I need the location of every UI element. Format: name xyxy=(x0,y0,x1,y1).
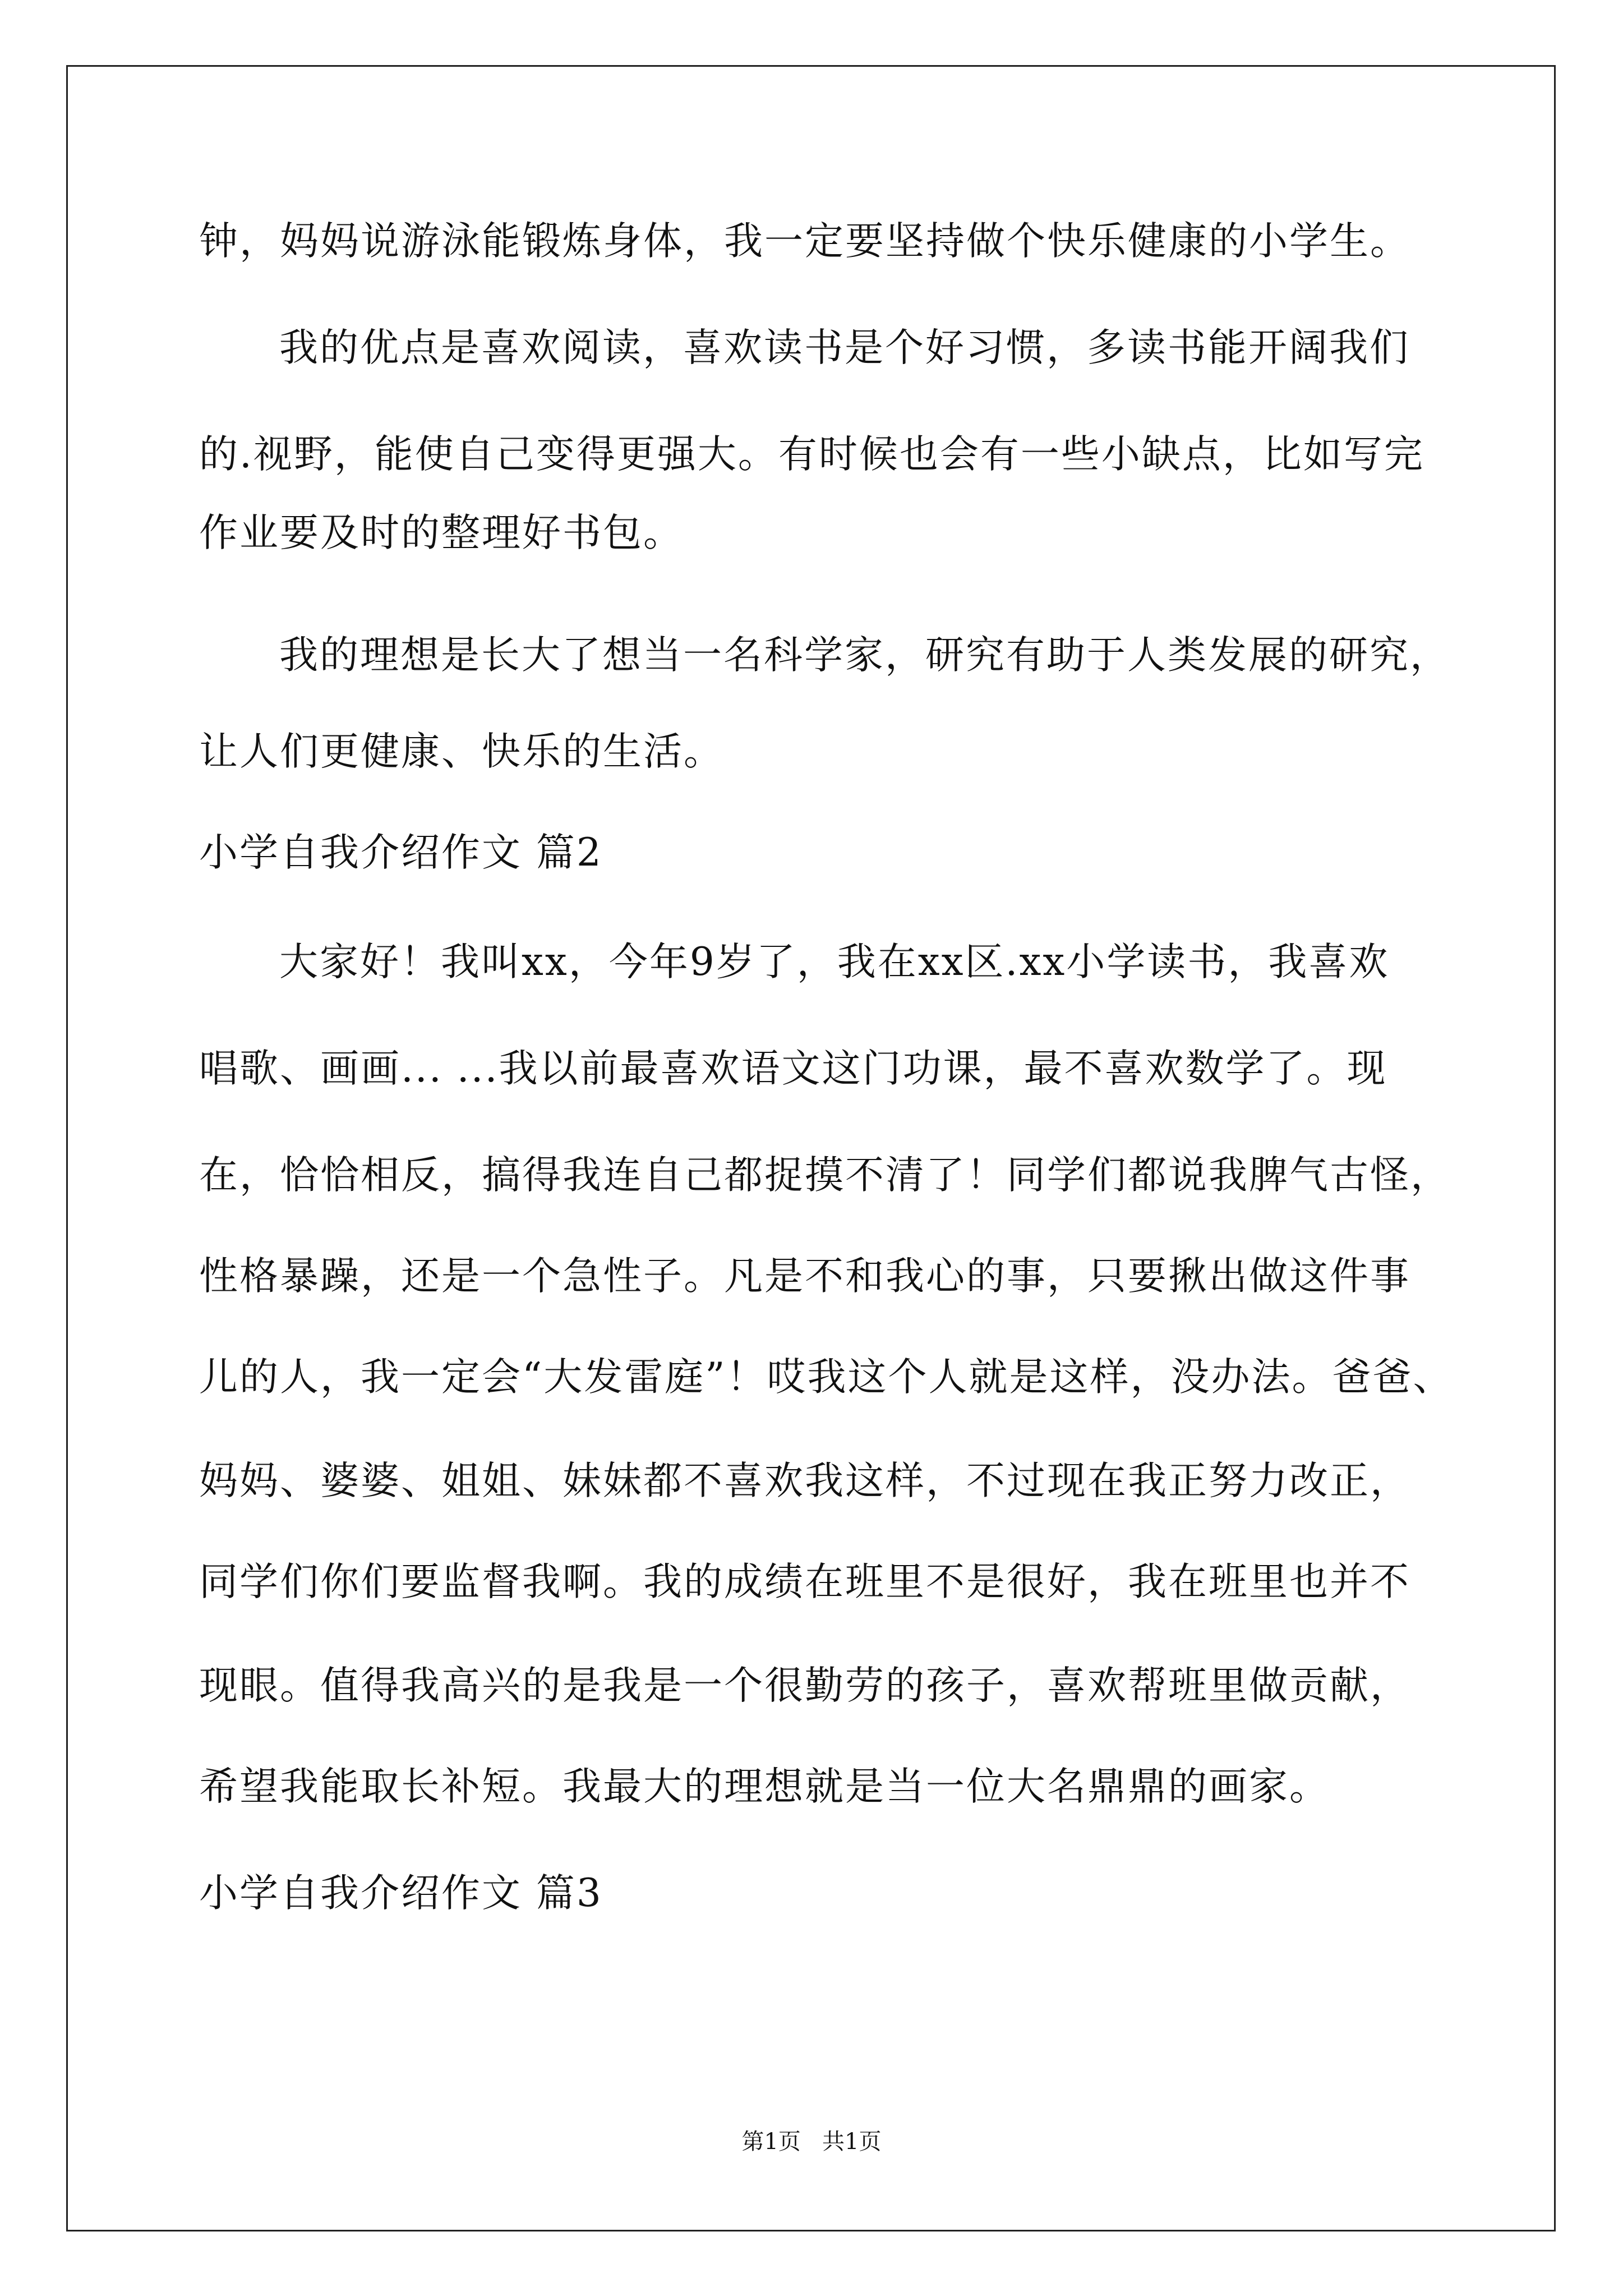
paragraph-line: 妈妈、婆婆、姐姐、妹妹都不喜欢我这样，不过现在我正努力改正， xyxy=(199,1458,1410,1503)
section-heading: 小学自我介绍作文 篇3 xyxy=(199,1871,603,1916)
paragraph-line: 的.视野，能使自己变得更强大。有时候也会有一些小缺点，比如写完 xyxy=(199,432,1424,477)
paragraph-line: 同学们你们要监督我啊。我的成绩在班里不是很好，我在班里也并不 xyxy=(199,1559,1410,1604)
paragraph-line: 希望我能取长补短。我最大的理想就是当一位大名鼎鼎的画家。 xyxy=(199,1764,1330,1809)
paragraph-line: 作业要及时的整理好书包。 xyxy=(199,510,684,555)
paragraph-line: 让人们更健康、快乐的生活。 xyxy=(199,729,724,774)
paragraph-line: 唱歌、画画... ...我以前最喜欢语文这门功课，最不喜欢数学了。现 xyxy=(199,1046,1387,1091)
paragraph-line: 我的优点是喜欢阅读，喜欢读书是个好习惯，多读书能开阔我们 xyxy=(279,325,1410,370)
paragraph-line: 性格暴躁，还是一个急性子。凡是不和我心的事，只要揪出做这件事 xyxy=(199,1254,1410,1299)
paragraph-line: 在，恰恰相反，搞得我连自己都捉摸不清了！同学们都说我脾气古怪， xyxy=(199,1153,1451,1198)
paragraph-line: 儿的人，我一定会“大发雷庭”！哎我这个人就是这样，没办法。爸爸、 xyxy=(199,1355,1454,1400)
paragraph-line: 我的理想是长大了想当一名科学家，研究有助于人类发展的研究， xyxy=(279,633,1450,678)
paragraph-line: 钟，妈妈说游泳能锻炼身体，我一定要坚持做个快乐健康的小学生。 xyxy=(199,219,1410,264)
page-footer: 第1页 共1页 xyxy=(741,2129,882,2155)
paragraph-line: 大家好！我叫xx，今年9岁了，我在xx区.xx小学读书，我喜欢 xyxy=(279,940,1390,984)
section-heading: 小学自我介绍作文 篇2 xyxy=(199,830,603,875)
paragraph-line: 现眼。值得我高兴的是我是一个很勤劳的孩子，喜欢帮班里做贡献， xyxy=(199,1663,1410,1708)
